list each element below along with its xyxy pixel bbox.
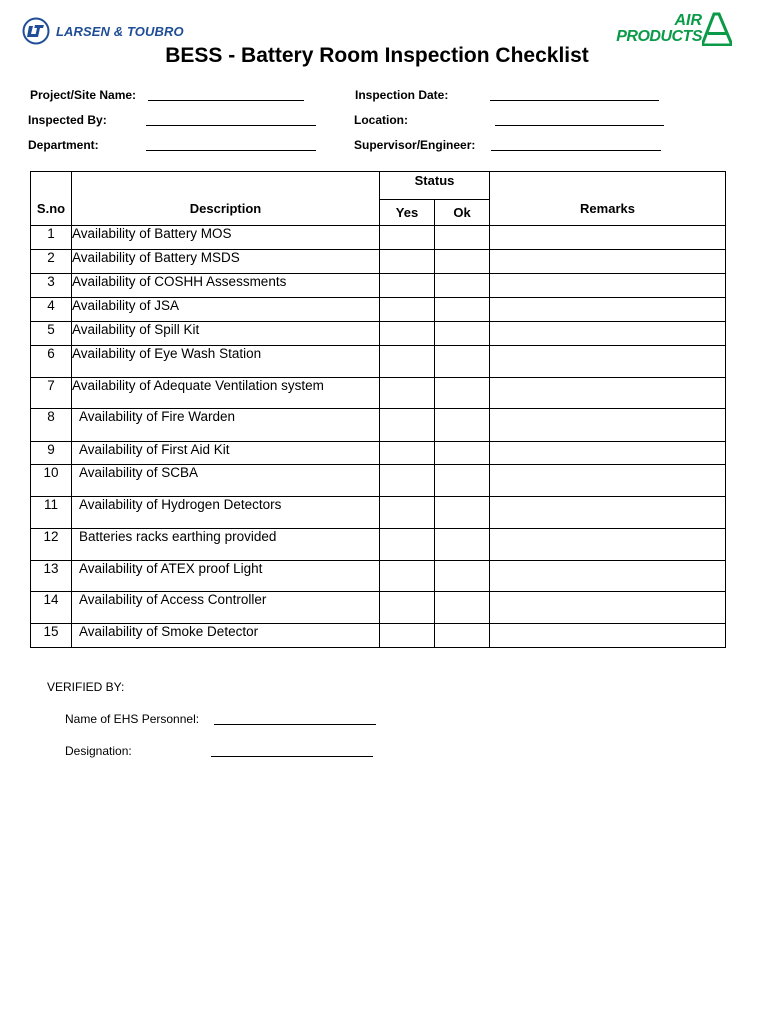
table-row bbox=[31, 378, 726, 409]
row-number: 11 bbox=[31, 497, 72, 529]
row-number: 2 bbox=[31, 250, 72, 274]
location-field[interactable] bbox=[495, 125, 664, 126]
row-number: 15 bbox=[31, 624, 72, 648]
row-description: Availability of First Aid Kit bbox=[72, 442, 380, 465]
supervisor-label: Supervisor/Engineer: bbox=[354, 138, 476, 152]
ok-cell[interactable] bbox=[435, 624, 490, 648]
table-row bbox=[31, 274, 726, 298]
supervisor-field[interactable] bbox=[491, 150, 661, 151]
inspected-by-label: Inspected By: bbox=[28, 113, 107, 127]
yes-cell[interactable] bbox=[380, 624, 435, 648]
ap-logo-text-air: AIR bbox=[674, 12, 702, 29]
project-field[interactable] bbox=[148, 100, 304, 101]
yes-cell[interactable] bbox=[380, 274, 435, 298]
table-row bbox=[31, 298, 726, 322]
ok-cell[interactable] bbox=[435, 561, 490, 592]
remarks-cell[interactable] bbox=[490, 250, 726, 274]
row-description: Availability of JSA bbox=[72, 298, 380, 322]
header-sno: S.no bbox=[31, 172, 72, 226]
ok-cell[interactable] bbox=[435, 250, 490, 274]
ok-cell[interactable] bbox=[435, 322, 490, 346]
remarks-cell[interactable] bbox=[490, 442, 726, 465]
project-label: Project/Site Name: bbox=[30, 88, 137, 102]
row-description: Availability of COSHH Assessments bbox=[72, 274, 380, 298]
remarks-cell[interactable] bbox=[490, 274, 726, 298]
yes-cell[interactable] bbox=[380, 561, 435, 592]
lt-logo-text: LARSEN & TOUBRO bbox=[56, 23, 184, 39]
lt-logo-icon bbox=[22, 17, 50, 45]
table-row bbox=[31, 322, 726, 346]
remarks-cell[interactable] bbox=[490, 624, 726, 648]
table-row bbox=[31, 561, 726, 592]
row-description: Availability of Battery MSDS bbox=[72, 250, 380, 274]
ehs-name-label: Name of EHS Personnel: bbox=[65, 712, 200, 726]
yes-cell[interactable] bbox=[380, 465, 435, 497]
table-row bbox=[31, 465, 726, 497]
yes-cell[interactable] bbox=[380, 409, 435, 442]
remarks-cell[interactable] bbox=[490, 378, 726, 409]
remarks-cell[interactable] bbox=[490, 529, 726, 561]
inspection-checklist-table bbox=[30, 171, 726, 648]
table-row bbox=[31, 624, 726, 648]
table-row bbox=[31, 226, 726, 250]
department-label: Department: bbox=[28, 138, 99, 152]
row-number: 12 bbox=[31, 529, 72, 561]
department-field[interactable] bbox=[146, 150, 316, 151]
header-status: Status bbox=[380, 172, 490, 200]
yes-cell[interactable] bbox=[380, 378, 435, 409]
yes-cell[interactable] bbox=[380, 442, 435, 465]
air-products-logo bbox=[616, 12, 732, 48]
table-row bbox=[31, 529, 726, 561]
ok-cell[interactable] bbox=[435, 409, 490, 442]
remarks-cell[interactable] bbox=[490, 465, 726, 497]
ap-logo-text-products: PRODUCTS bbox=[616, 28, 702, 45]
ap-triangle-icon bbox=[702, 12, 732, 46]
table-row bbox=[31, 346, 726, 378]
table-row bbox=[31, 497, 726, 529]
remarks-cell[interactable] bbox=[490, 346, 726, 378]
ok-cell[interactable] bbox=[435, 346, 490, 378]
page-title: BESS - Battery Room Inspection Checklist bbox=[165, 44, 589, 67]
table-row bbox=[31, 592, 726, 624]
row-description: Availability of Fire Warden bbox=[72, 409, 380, 442]
yes-cell[interactable] bbox=[380, 529, 435, 561]
inspected-by-field[interactable] bbox=[146, 125, 316, 126]
row-number: 9 bbox=[31, 442, 72, 465]
row-description: Availability of Access Controller bbox=[72, 592, 380, 624]
remarks-cell[interactable] bbox=[490, 592, 726, 624]
remarks-cell[interactable] bbox=[490, 298, 726, 322]
row-number: 14 bbox=[31, 592, 72, 624]
row-description: Availability of Adequate Ventilation system bbox=[72, 378, 380, 409]
row-number: 5 bbox=[31, 322, 72, 346]
yes-cell[interactable] bbox=[380, 497, 435, 529]
row-number: 8 bbox=[31, 409, 72, 442]
yes-cell[interactable] bbox=[380, 250, 435, 274]
row-description: Availability of ATEX proof Light bbox=[72, 561, 380, 592]
inspection-date-field[interactable] bbox=[490, 100, 659, 101]
remarks-cell[interactable] bbox=[490, 561, 726, 592]
row-number: 4 bbox=[31, 298, 72, 322]
row-description: Availability of Spill Kit bbox=[72, 322, 380, 346]
row-number: 1 bbox=[31, 226, 72, 250]
row-description: Availability of SCBA bbox=[72, 465, 380, 497]
row-number: 13 bbox=[31, 561, 72, 592]
row-description: Availability of Battery MOS bbox=[72, 226, 380, 250]
row-number: 6 bbox=[31, 346, 72, 378]
row-description: Availability of Eye Wash Station bbox=[72, 346, 380, 378]
header-yes: Yes bbox=[380, 200, 435, 226]
table-row bbox=[31, 250, 726, 274]
remarks-cell[interactable] bbox=[490, 322, 726, 346]
ok-cell[interactable] bbox=[435, 592, 490, 624]
verified-by-heading: VERIFIED BY: bbox=[47, 680, 125, 694]
location-label: Location: bbox=[354, 113, 408, 127]
ok-cell[interactable] bbox=[435, 298, 490, 322]
remarks-cell[interactable] bbox=[490, 497, 726, 529]
row-description: Availability of Hydrogen Detectors bbox=[72, 497, 380, 529]
ok-cell[interactable] bbox=[435, 274, 490, 298]
ok-cell[interactable] bbox=[435, 497, 490, 529]
header-ok: Ok bbox=[435, 200, 490, 226]
yes-cell[interactable] bbox=[380, 346, 435, 378]
ok-cell[interactable] bbox=[435, 465, 490, 497]
header-remarks: Remarks bbox=[490, 172, 726, 226]
yes-cell[interactable] bbox=[380, 226, 435, 250]
ehs-name-field[interactable] bbox=[214, 724, 376, 725]
remarks-cell[interactable] bbox=[490, 226, 726, 250]
ok-cell[interactable] bbox=[435, 529, 490, 561]
remarks-cell[interactable] bbox=[490, 409, 726, 442]
header-description: Description bbox=[72, 172, 380, 226]
designation-label: Designation: bbox=[65, 744, 132, 758]
row-number: 3 bbox=[31, 274, 72, 298]
row-number: 10 bbox=[31, 465, 72, 497]
yes-cell[interactable] bbox=[380, 322, 435, 346]
ok-cell[interactable] bbox=[435, 226, 490, 250]
ok-cell[interactable] bbox=[435, 378, 490, 409]
yes-cell[interactable] bbox=[380, 298, 435, 322]
table-row bbox=[31, 409, 726, 442]
yes-cell[interactable] bbox=[380, 592, 435, 624]
inspection-date-label: Inspection Date: bbox=[355, 88, 449, 102]
row-number: 7 bbox=[31, 378, 72, 409]
ok-cell[interactable] bbox=[435, 442, 490, 465]
larsen-toubro-logo bbox=[22, 16, 184, 46]
designation-field[interactable] bbox=[211, 756, 373, 757]
row-description: Availability of Smoke Detector bbox=[72, 624, 380, 648]
table-row bbox=[31, 442, 726, 465]
row-description: Batteries racks earthing provided bbox=[72, 529, 380, 561]
